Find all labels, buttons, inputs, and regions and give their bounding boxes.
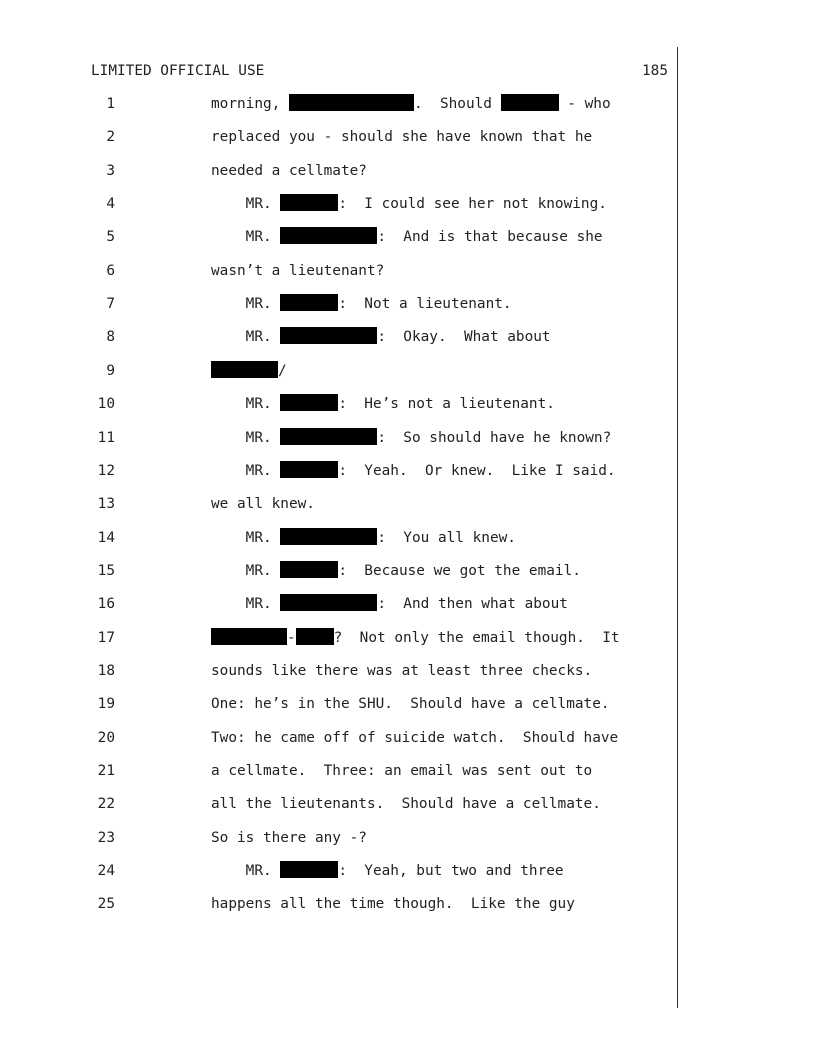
transcript-line [0, 227, 677, 247]
line-text [211, 594, 568, 614]
text-segment: happens all the time though. Like the guy [211, 896, 575, 913]
transcript-line [0, 428, 677, 448]
line-number: 16 [97, 596, 115, 613]
transcript-line [0, 894, 677, 914]
line-number: 5 [106, 229, 115, 246]
line-number: 11 [97, 429, 115, 446]
line-text [211, 761, 592, 781]
transcript-line [0, 694, 677, 714]
line-number: 12 [97, 462, 115, 479]
redaction-block [280, 194, 338, 211]
text-segment: : You all knew. [377, 529, 516, 546]
redaction-block [211, 361, 278, 378]
line-number: 6 [106, 262, 115, 279]
transcript-line [0, 661, 677, 681]
classification-header: LIMITED OFFICIAL USE [91, 63, 265, 79]
transcript-line [0, 161, 677, 181]
transcript-line [0, 261, 677, 281]
text-segment: : Okay. What about [377, 329, 551, 346]
line-text [211, 361, 287, 381]
redaction-block [289, 94, 414, 111]
transcript-line [0, 594, 677, 614]
text-segment: MR. [211, 562, 281, 579]
line-text [211, 628, 620, 648]
transcript-line [0, 194, 677, 214]
line-number: 22 [97, 796, 115, 813]
text-segment: MR. [211, 329, 281, 346]
text-segment: Two: he came off of suicide watch. Should have [211, 729, 619, 746]
text-segment: : And then what about [377, 596, 568, 613]
transcript-line [0, 394, 677, 414]
line-number: 24 [97, 863, 115, 880]
text-segment: : So should have he known? [377, 429, 612, 446]
text-segment: MR. [211, 229, 281, 246]
line-number: 8 [106, 329, 115, 346]
text-segment: replaced you - should she have known that he [211, 129, 593, 146]
transcript-line [0, 127, 677, 147]
transcript-line [0, 728, 677, 748]
text-segment: MR. [211, 529, 281, 546]
line-text [211, 461, 616, 481]
text-segment: : Because we got the email. [338, 562, 581, 579]
redaction-block [280, 594, 377, 611]
redaction-block [280, 327, 377, 344]
transcript-line [0, 761, 677, 781]
line-text [211, 561, 581, 581]
line-text [211, 194, 607, 214]
line-number: 20 [97, 729, 115, 746]
text-segment: So is there any -? [211, 829, 367, 846]
text-segment: MR. [211, 196, 281, 213]
redaction-block [501, 94, 559, 111]
transcript-line [0, 528, 677, 548]
text-segment: : I could see her not knowing. [338, 196, 607, 213]
transcript-line [0, 94, 677, 114]
line-text [211, 327, 551, 347]
text-segment: . Should [413, 96, 501, 112]
text-segment: all the lieutenants. Should have a cellmate. [211, 796, 601, 813]
redaction-block [280, 861, 338, 878]
line-text [211, 894, 575, 914]
line-text [211, 294, 512, 314]
line-text [211, 161, 367, 181]
text-segment: morning, [211, 96, 289, 112]
line-text [211, 661, 592, 681]
line-number: 7 [106, 296, 115, 313]
text-segment: MR. [211, 396, 281, 413]
line-text [211, 828, 367, 848]
redaction-block [280, 428, 377, 445]
transcript-line [0, 294, 677, 314]
text-segment: / [278, 362, 287, 379]
line-text [211, 794, 601, 814]
line-number: 14 [97, 529, 115, 546]
line-text [211, 227, 603, 247]
text-segment: MR. [211, 462, 281, 479]
line-number: 9 [106, 362, 115, 379]
text-segment: we all knew. [211, 496, 315, 513]
redaction-block [280, 561, 338, 578]
line-text [211, 261, 384, 281]
transcript-line [0, 861, 677, 881]
text-segment: needed a cellmate? [211, 162, 367, 179]
text-segment: : And is that because she [377, 229, 603, 246]
line-number: 13 [97, 496, 115, 513]
text-segment: - [287, 629, 296, 646]
redaction-block [280, 394, 338, 411]
text-segment: MR. [211, 429, 281, 446]
transcript-line [0, 561, 677, 581]
redaction-block [280, 294, 338, 311]
line-number: 18 [97, 662, 115, 679]
line-text [211, 861, 564, 881]
line-number: 19 [97, 696, 115, 713]
line-number: 4 [106, 196, 115, 213]
line-text [211, 728, 618, 748]
redaction-block [296, 628, 334, 645]
text-segment: - who [558, 96, 611, 112]
line-number: 15 [97, 562, 115, 579]
text-segment: MR. [211, 296, 281, 313]
redaction-block [280, 461, 338, 478]
line-number: 25 [97, 896, 115, 913]
line-number: 3 [106, 162, 115, 179]
text-segment: MR. [211, 863, 281, 880]
text-segment: : Yeah, but two and three [338, 863, 564, 880]
line-text [211, 694, 610, 714]
transcript-line [0, 461, 677, 481]
line-text [211, 528, 516, 548]
right-margin-rule [677, 47, 678, 1008]
text-segment: One: he’s in the SHU. Should have a cellmate. [211, 696, 610, 713]
text-segment: MR. [211, 596, 281, 613]
redaction-block [280, 528, 377, 545]
text-segment: wasn’t a lieutenant? [211, 262, 385, 279]
line-text [211, 494, 315, 514]
line-number: 10 [97, 396, 115, 413]
transcript-line [0, 361, 677, 381]
redaction-block [211, 628, 287, 645]
text-segment: : Not a lieutenant. [338, 296, 512, 313]
redaction-block [280, 227, 377, 244]
line-number: 2 [106, 129, 115, 146]
line-text [211, 127, 592, 147]
transcript-line [0, 628, 677, 648]
line-text [211, 394, 555, 414]
transcript-line [0, 327, 677, 347]
transcript-line [0, 494, 677, 514]
text-segment: ? Not only the email though. It [333, 629, 620, 646]
line-number: 21 [97, 763, 115, 779]
transcript-line [0, 828, 677, 848]
page-number: 185 [642, 63, 668, 79]
transcript-line [0, 794, 677, 814]
text-segment: sounds like there was at least three checks. [211, 662, 593, 679]
text-segment: : He’s not a lieutenant. [338, 396, 555, 413]
text-segment: : Yeah. Or knew. Like I said. [338, 462, 616, 479]
line-text [211, 428, 611, 448]
line-number: 17 [97, 629, 115, 646]
line-number: 1 [106, 96, 115, 112]
line-number: 23 [97, 829, 115, 846]
text-segment: a cellmate. Three: an email was sent out to [211, 763, 593, 779]
line-text [211, 94, 611, 114]
